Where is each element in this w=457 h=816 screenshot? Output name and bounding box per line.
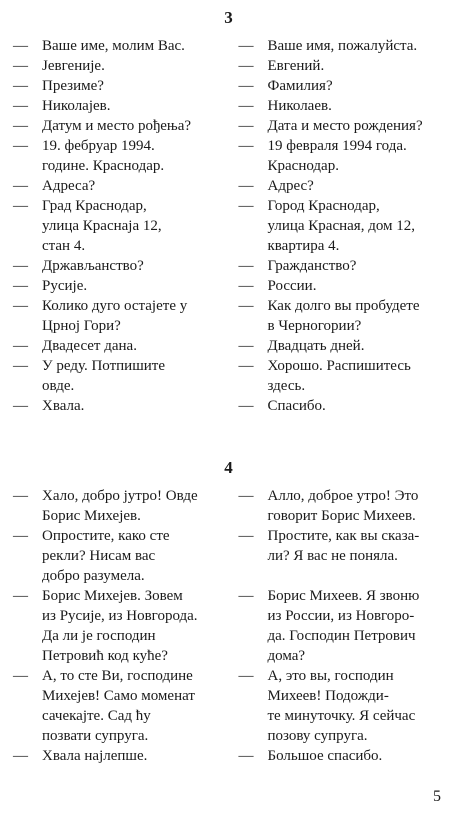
dash-marker: — — [13, 528, 28, 544]
russian-line — [229, 396, 457, 416]
russian-text: Дата и место рождения? — [267, 118, 423, 134]
russian-text: Простите, как вы сказа- ли? Я вас не поняла. — [267, 528, 420, 564]
dash-marker: — — [238, 398, 254, 414]
serbian-text: Русије. — [42, 278, 88, 294]
dash-marker: — — [13, 178, 28, 194]
dash-marker: — — [238, 38, 254, 54]
serbian-line — [0, 586, 229, 666]
serbian-line — [0, 96, 229, 116]
russian-line — [229, 76, 457, 96]
dash-marker: — — [238, 358, 254, 374]
dash-marker: — — [238, 58, 254, 74]
russian-line — [229, 666, 457, 746]
russian-line — [229, 116, 457, 136]
dash-marker: — — [238, 138, 254, 154]
dialog-pair — [0, 196, 457, 256]
dash-marker: — — [13, 198, 28, 214]
serbian-text: Држављанство? — [42, 258, 144, 274]
dash-marker: — — [13, 668, 28, 684]
dash-marker: — — [13, 258, 28, 274]
serbian-line — [0, 746, 229, 766]
russian-text: 19 февраля 1994 года. Краснодар. — [267, 138, 407, 174]
russian-text: Адрес? — [267, 178, 314, 194]
serbian-text: Јевгеније. — [42, 58, 105, 74]
dash-marker: — — [238, 488, 254, 504]
serbian-text: Хвала најлепше. — [42, 748, 148, 764]
russian-line — [229, 176, 457, 196]
russian-text: Двадцать дней. — [267, 338, 365, 354]
russian-text: России. — [267, 278, 317, 294]
russian-line — [229, 256, 457, 276]
serbian-line — [0, 76, 229, 96]
dash-marker: — — [238, 178, 254, 194]
dialog-pair — [0, 296, 457, 336]
dash-marker: — — [238, 118, 254, 134]
serbian-line — [0, 526, 229, 586]
dialog-pair — [0, 276, 457, 296]
serbian-text: Хвала. — [42, 398, 85, 414]
serbian-line — [0, 116, 229, 136]
dialog-pair — [0, 36, 457, 56]
section-3-title: 3 — [224, 8, 233, 27]
dash-marker: — — [13, 98, 28, 114]
dash-marker: — — [238, 748, 254, 764]
dash-marker: — — [238, 338, 254, 354]
dash-marker: — — [238, 278, 254, 294]
serbian-text: У реду. Потпишите овде. — [42, 358, 165, 394]
dash-marker: — — [13, 398, 28, 414]
dash-marker: — — [13, 138, 28, 154]
russian-line — [229, 746, 457, 766]
russian-line — [229, 276, 457, 296]
dash-marker: — — [13, 118, 28, 134]
dash-marker: — — [13, 338, 28, 354]
serbian-line — [0, 666, 229, 746]
dialog-pair — [0, 486, 457, 526]
dash-marker: — — [13, 58, 28, 74]
russian-line — [229, 486, 457, 526]
dash-marker: — — [13, 298, 28, 314]
russian-text: Ваше имя, пожалуйста. — [267, 38, 418, 54]
dash-marker: — — [13, 38, 28, 54]
dash-marker: — — [13, 78, 28, 94]
dialog-pair — [0, 256, 457, 276]
dialog-pair — [0, 746, 457, 766]
dialog-pair — [0, 666, 457, 746]
dialog-pair — [0, 396, 457, 416]
section-4-title: 4 — [224, 458, 233, 477]
dash-marker: — — [13, 588, 28, 604]
dialog-pair — [0, 356, 457, 396]
russian-text: Николаев. — [267, 98, 332, 114]
dialog-pair — [0, 586, 457, 666]
russian-text: Алло, доброе утро! Это говорит Борис Михеев. — [267, 488, 419, 524]
russian-line — [229, 356, 457, 396]
dialog-section-3 — [0, 36, 457, 416]
serbian-line — [0, 256, 229, 276]
dialog-pair — [0, 96, 457, 116]
serbian-text: Опростите, како сте рекли? Нисам вас добро разумела. — [42, 528, 170, 584]
dialog-section-4 — [0, 486, 457, 766]
dialog-pair — [0, 136, 457, 176]
dash-marker: — — [238, 98, 254, 114]
dialog-pair — [0, 116, 457, 136]
serbian-line — [0, 396, 229, 416]
serbian-line — [0, 356, 229, 396]
serbian-line — [0, 486, 229, 526]
serbian-text: Адреса? — [42, 178, 96, 194]
dash-marker: — — [13, 358, 28, 374]
serbian-line — [0, 296, 229, 336]
russian-text: Борис Михеев. Я звоню из России, из Новгоро- да. Господин Петрович дома? — [267, 588, 420, 664]
page-number: 5 — [433, 788, 441, 805]
russian-text: Как долго вы пробудете в Черногории? — [267, 298, 420, 334]
dash-marker: — — [238, 668, 254, 684]
dash-marker: — — [238, 588, 254, 604]
serbian-text: Николајев. — [42, 98, 111, 114]
dash-marker: — — [13, 488, 28, 504]
russian-line — [229, 36, 457, 56]
serbian-text: 19. фебруар 1994. године. Краснодар. — [42, 138, 165, 174]
dash-marker: — — [13, 278, 28, 294]
russian-line — [229, 296, 457, 336]
serbian-text: Град Краснодар, улица Краснаја 12, стан 4. — [42, 198, 162, 254]
russian-text: А, это вы, господин Михеев! Подожди- те минуточку. Я сейчас позову супруга. — [267, 668, 416, 744]
russian-text: Большое спасибо. — [267, 748, 383, 764]
russian-text: Хорошо. Распишитесь здесь. — [267, 358, 411, 394]
russian-line — [229, 56, 457, 76]
russian-text: Фамилия? — [267, 78, 333, 94]
dash-marker: — — [238, 78, 254, 94]
dash-marker: — — [238, 298, 254, 314]
russian-line — [229, 336, 457, 356]
serbian-line — [0, 56, 229, 76]
dialog-pair — [0, 56, 457, 76]
russian-line — [229, 136, 457, 176]
russian-line — [229, 196, 457, 256]
russian-line — [229, 526, 457, 586]
dash-marker: — — [238, 528, 254, 544]
dialog-pair — [0, 526, 457, 586]
serbian-text: Двадесет дана. — [42, 338, 137, 354]
serbian-line — [0, 196, 229, 256]
serbian-text: А, то сте Ви, господине Михејев! Само моменат сачекајте. Сад ћу позвати супруга. — [42, 668, 195, 744]
dash-marker: — — [13, 748, 28, 764]
russian-line — [229, 586, 457, 666]
serbian-line — [0, 176, 229, 196]
dialog-pair — [0, 336, 457, 356]
russian-line — [229, 96, 457, 116]
serbian-line — [0, 336, 229, 356]
serbian-line — [0, 276, 229, 296]
russian-text: Город Краснодар, улица Красная, дом 12, квартира 4. — [267, 198, 416, 254]
serbian-text: Презиме? — [42, 78, 104, 94]
dialog-pair — [0, 76, 457, 96]
dash-marker: — — [238, 198, 254, 214]
russian-text: Евгений. — [267, 58, 325, 74]
serbian-text: Ваше име, молим Вас. — [42, 38, 185, 54]
serbian-line — [0, 36, 229, 56]
russian-text: Спасибо. — [267, 398, 326, 414]
dialog-pair — [0, 176, 457, 196]
serbian-text: Хало, добро јутро! Овде Борис Михејев. — [42, 488, 198, 524]
dash-marker: — — [238, 258, 254, 274]
serbian-text: Борис Михејев. Зовем из Русије, из Новгорода. Да ли је господин Петровић код куће? — [42, 588, 198, 664]
russian-text: Гражданство? — [267, 258, 357, 274]
serbian-text: Колико дуго остајете у Црној Гори? — [42, 298, 188, 334]
serbian-text: Датум и место рођења? — [42, 118, 192, 134]
serbian-line — [0, 136, 229, 176]
